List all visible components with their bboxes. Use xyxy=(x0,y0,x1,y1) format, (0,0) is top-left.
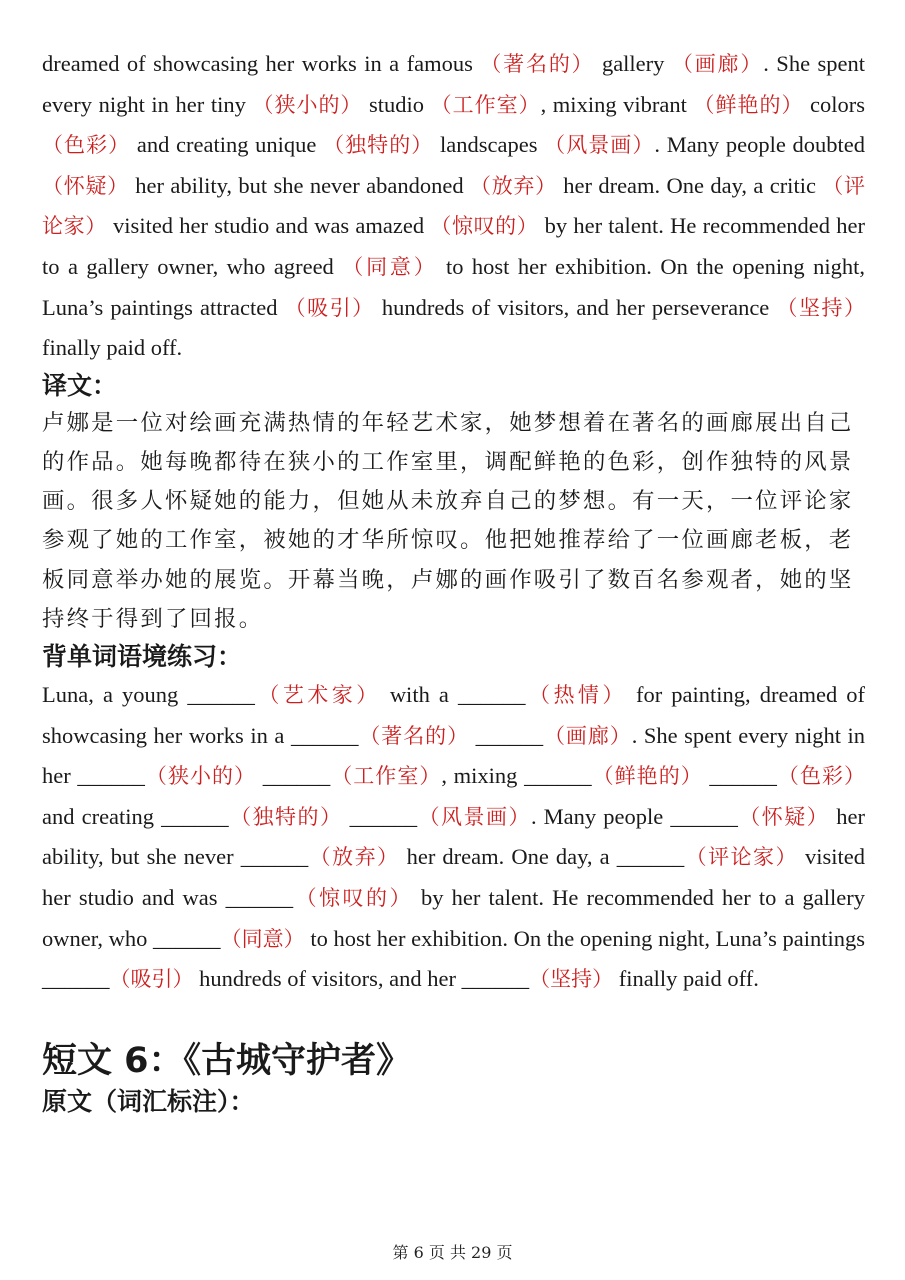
annotation: （坚持） xyxy=(776,295,865,320)
blank-line[interactable]: ______ xyxy=(225,884,294,910)
exercise-text: , mixing xyxy=(441,763,525,789)
exercise-text: her ability, but she never xyxy=(42,803,866,870)
exercise-text: to host her exhibition. On the opening night, Luna’s paintings xyxy=(304,925,866,951)
hint: （风景画） xyxy=(417,804,531,829)
exercise-text: by her talent. He recommended her to a gallery owner, who xyxy=(42,884,865,951)
hint: （热情） xyxy=(525,682,627,707)
blank-line[interactable]: ______ xyxy=(262,763,331,789)
blank-line[interactable]: ______ xyxy=(349,803,418,829)
hint: （独特的） xyxy=(228,804,343,829)
blank-line[interactable]: ______ xyxy=(524,763,592,789)
annotation: （放弃） xyxy=(469,173,557,198)
page-content xyxy=(42,44,865,1120)
story-text: visited her studio and was amazed xyxy=(106,213,431,239)
hint: （画廊） xyxy=(543,723,632,748)
story-text: finally paid off. xyxy=(42,335,183,361)
annotation: （吸引） xyxy=(284,295,375,320)
hint: （著名的） xyxy=(358,723,469,748)
exercise-text: . Many people xyxy=(530,803,671,829)
annotation: （怀疑） xyxy=(42,173,129,198)
exercise-text: hundreds of visitors, and her xyxy=(193,966,462,992)
hint: （同意） xyxy=(220,926,305,951)
exercise-text: . She spent every night in her xyxy=(42,722,866,789)
page-footer: 第 6 页 共 29 页 xyxy=(392,1243,513,1262)
hint: （鲜艳的） xyxy=(591,764,703,789)
story-text: her ability, but she never abandoned xyxy=(128,172,470,198)
blank-line[interactable]: ______ xyxy=(290,722,359,748)
exercise-text: and creating xyxy=(42,803,162,829)
exercise-text: her dream. One day, a xyxy=(399,844,617,870)
blank-line[interactable]: ______ xyxy=(475,722,544,748)
hint: （吸引） xyxy=(109,967,194,992)
hint: （色彩） xyxy=(776,764,866,789)
annotation: （惊叹的） xyxy=(430,214,539,239)
blank-line[interactable]: ______ xyxy=(77,763,145,789)
story-text: colors xyxy=(803,91,866,117)
hint: （放弃） xyxy=(308,845,400,870)
translation-text: 卢娜是一位对绘画充满热情的年轻艺术家，她梦想着在著名的画廊展出自己的作品。她每晚都待在狭小的工作室里，调配鲜艳的色彩，创作独特的风景画。很多人怀疑她的能力，但她从未放弃自己的梦想。有一天，一位评论家参观了她的工作室，被她的才华所惊叹。他把她推荐给了一位画廊老板，老板同意举办她的展览。开幕当晚，卢娜的画作吸引了数百名参观者，她的坚持终于得到了回报。 xyxy=(42,409,854,632)
exercise-text: finally paid off. xyxy=(613,966,759,992)
blank-line[interactable]: ______ xyxy=(670,803,738,829)
blank-line[interactable]: ______ xyxy=(461,966,530,992)
annotation: （评论家） xyxy=(42,173,866,239)
story-text: studio xyxy=(362,91,431,117)
exercise-text: visited her studio and was xyxy=(42,844,866,910)
story-text: dreamed of showcasing her works in a famous xyxy=(42,51,481,76)
exercise-text: for painting, dreamed of showcasing her works in a xyxy=(42,681,866,748)
annotation: （工作室） xyxy=(430,92,541,117)
translation-heading: 译文： xyxy=(42,370,118,400)
blank-line[interactable]: ______ xyxy=(709,763,777,789)
story-text: landscapes xyxy=(433,132,545,158)
story-text: and creating unique xyxy=(130,132,324,158)
exercise-paragraph xyxy=(42,675,865,1000)
exercise-text: with a xyxy=(380,681,458,707)
story-text: her dream. One day, a critic xyxy=(556,172,823,198)
story-text: . She spent every night in her tiny xyxy=(42,51,866,117)
blank-line[interactable]: ______ xyxy=(458,681,526,707)
annotation: （狭小的） xyxy=(252,92,363,117)
hint: （评论家） xyxy=(684,845,798,870)
annotation: （同意） xyxy=(342,254,438,279)
annotation: （独特的） xyxy=(323,133,434,158)
story-text: . Many people doubted xyxy=(654,132,865,158)
hint: （坚持） xyxy=(529,967,614,992)
annotation: （色彩） xyxy=(42,133,131,158)
exercise-text: Luna, a young xyxy=(42,681,188,707)
hint: （工作室） xyxy=(330,764,442,789)
story-text: , mixing vibrant xyxy=(540,91,694,117)
annotation: （著名的） xyxy=(480,52,595,76)
hint: （怀疑） xyxy=(737,804,830,829)
blank-line[interactable]: ______ xyxy=(187,681,255,707)
annotation: （风景画） xyxy=(544,133,655,158)
story-text: by her talent. He recommended her to a gallery owner, who agreed xyxy=(42,213,866,279)
blank-line[interactable]: ______ xyxy=(42,966,110,992)
blank-line[interactable]: ______ xyxy=(153,925,221,951)
hint: （惊叹的） xyxy=(293,885,413,910)
story-paragraph xyxy=(42,44,865,368)
story-text: to host her exhibition. On the opening night, Luna’s paintings attracted xyxy=(42,253,865,320)
original-text-heading: 原文（词汇标注）： xyxy=(42,1086,255,1116)
hint: （艺术家） xyxy=(254,682,381,707)
hint: （狭小的） xyxy=(144,764,257,789)
story-6-title: 短文 6：《古城守护者》 xyxy=(42,1040,412,1081)
blank-line[interactable]: ______ xyxy=(616,844,685,870)
annotation: （画廊） xyxy=(671,52,764,76)
exercise-heading: 背单词语境练习： xyxy=(42,641,243,671)
blank-line[interactable]: ______ xyxy=(240,844,309,870)
story-text: hundreds of visitors, and her perseverance xyxy=(374,294,777,320)
story-text: gallery xyxy=(594,51,672,76)
annotation: （鲜艳的） xyxy=(693,92,804,117)
blank-line[interactable]: ______ xyxy=(161,803,229,829)
